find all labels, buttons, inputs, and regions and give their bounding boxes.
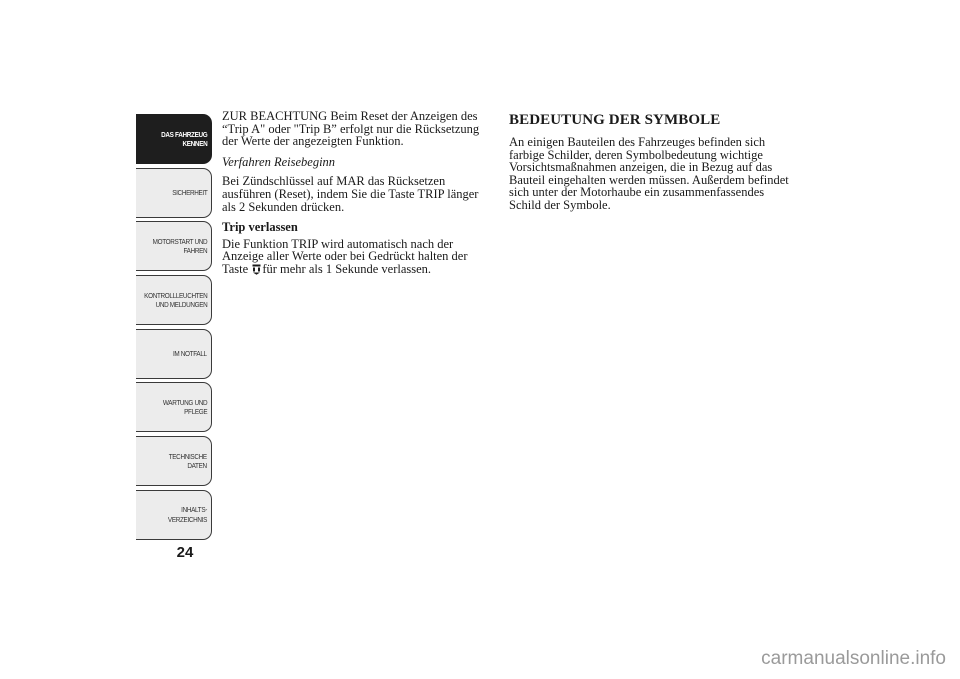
procedure-paragraph: Bei Zündschlüssel auf MAR das Rücksetzen ausführen (Reset), indem Sie die Taste TRIP länger als 2 Sekunden drücken. — [222, 174, 479, 214]
procedure-heading: Verfahren Reisebeginn — [222, 154, 336, 169]
chapter-tab-nav — [136, 114, 212, 544]
tab-kontrollleuchten-und-meldungen[interactable] — [136, 275, 212, 325]
watermark: carmanualsonline.info — [761, 648, 946, 669]
tab-label: MOTORSTART UND FAHREN — [152, 236, 207, 256]
symbols-paragraph: An einigen Bauteilen des Fahrzeuges befinden sich farbige Schilder, deren Symbolbedeutung wichtige Vorsichtsmaßnahmen anzeigen, die in Bezug auf das Bauteil eingehalten werden müssen. Außerdem befindet sich unter der Motorhaube ein zusammenfassendes Schild der Symbole. — [509, 135, 789, 212]
left-text-column — [222, 110, 494, 284]
tab-im-notfall[interactable] — [136, 329, 212, 379]
tab-label: DAS FAHRZEUG KENNEN — [160, 129, 207, 148]
page-number: 24 — [176, 544, 194, 561]
tab-label: WARTUNG UND PFLEGE — [162, 397, 207, 417]
tab-label: IM NOTFALL — [173, 349, 207, 358]
exit-text-after: für mehr als 1 Sekunde verlassen. — [262, 261, 432, 276]
tab-sicherheit[interactable] — [136, 168, 212, 218]
tab-label: INHALTS- VERZEICHNIS — [167, 505, 207, 524]
tab-inhaltsverzeichnis[interactable] — [136, 490, 212, 540]
tab-das-fahrzeug-kennen[interactable] — [136, 114, 212, 164]
tab-technische-daten[interactable] — [136, 436, 212, 486]
tab-label: TECHNISCHE DATEN — [168, 451, 207, 471]
trip-button-icon — [252, 264, 261, 275]
section-heading: BEDEUTUNG DER SYMBOLE — [509, 112, 721, 128]
right-text-column — [509, 112, 789, 220]
exit-heading: Trip verlassen — [222, 220, 298, 235]
tab-label: SICHERHEIT — [171, 187, 207, 197]
tab-motorstart-und-fahren[interactable] — [136, 221, 212, 271]
note-paragraph: ZUR BEACHTUNG Beim Reset der Anzeigen des “Trip A" oder "Trip B” erfolgt nur die Rücksetzung der Werte der angezeigten Funktion. — [222, 109, 480, 149]
exit-paragraph — [222, 238, 494, 276]
tab-wartung-und-pflege[interactable] — [136, 382, 212, 432]
tab-label: KONTROLLLEUCHTEN UND MELDUNGEN — [143, 290, 207, 310]
exit-text-before: Die Funktion TRIP wird automatisch nach der Anzeige aller Werte oder bei Gedrückt halten der Taste — [222, 236, 468, 276]
